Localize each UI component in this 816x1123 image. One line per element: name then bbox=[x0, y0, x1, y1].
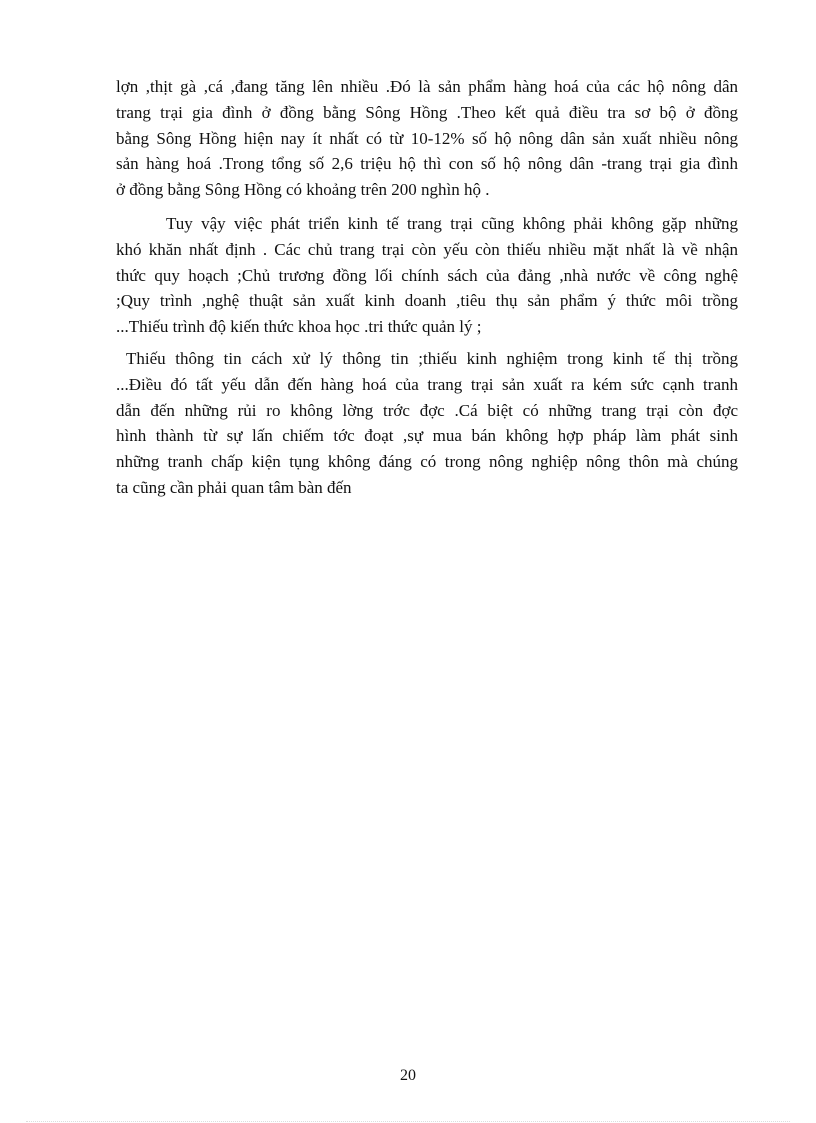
paragraph-line: ...Điều đó tất yếu dẫn đến hàng hoá của trang trại sản xuất ra kém sức cạnh tranh bbox=[116, 374, 738, 394]
paragraph-line: sản hàng hoá .Trong tổng số 2,6 triệu hộ thì con số hộ nông dân -trang trại gia đình bbox=[116, 154, 738, 174]
paragraph-line: bằng Sông Hồng hiện nay ít nhất có từ 10-12% số hộ nông dân sản xuất nhiều nông bbox=[116, 128, 738, 148]
paragraph-line: trang trại gia đình ở đồng bằng Sông Hồng .Theo kết quả điều tra sơ bộ ở đồng bbox=[116, 102, 738, 122]
document-body bbox=[116, 74, 738, 501]
page-bottom-divider bbox=[26, 1121, 790, 1122]
paragraph-line: hình thành từ sự lấn chiếm tớc đoạt ,sự mua bán không hợp pháp làm phát sinh bbox=[116, 426, 738, 446]
page-number: 20 bbox=[400, 1067, 416, 1084]
paragraph-1 bbox=[116, 74, 738, 203]
paragraph-line: dẫn đến những rủi ro không lờng trớc đợc .Cá biệt có những trang trại còn đợc bbox=[116, 400, 738, 420]
paragraph-line: thức quy hoạch ;Chủ trương đồng lối chính sách của đảng ,nhà nước về công nghệ bbox=[116, 265, 738, 285]
paragraph-line: lợn ,thịt gà ,cá ,đang tăng lên nhiều .Đó là sản phẩm hàng hoá của các hộ nông dân bbox=[116, 77, 738, 96]
paragraph-line: Thiếu thông tin cách xử lý thông tin ;thiếu kinh nghiệm trong kinh tế thị trồng bbox=[126, 348, 738, 368]
paragraph-line: ...Thiếu trình độ kiến thức khoa học .tri thức quản lý ; bbox=[116, 317, 482, 337]
paragraph-3 bbox=[116, 346, 738, 501]
paragraph-line: ở đồng bằng Sông Hồng có khoảng trên 200 nghìn hộ . bbox=[116, 180, 490, 200]
paragraph-line: khó khăn nhất định . Các chủ trang trại còn yếu còn thiếu nhiều mặt nhất là về nhận bbox=[116, 239, 738, 259]
paragraph-line: Tuy vậy việc phát triển kinh tế trang trại cũng không phải không gặp những bbox=[166, 213, 738, 233]
paragraph-line: ;Quy trình ,nghệ thuật sản xuất kinh doanh ,tiêu thụ sản phẩm ý thức môi trồng bbox=[116, 291, 738, 311]
paragraph-2 bbox=[116, 211, 738, 340]
paragraph-line: ta cũng cần phải quan tâm bàn đến bbox=[116, 477, 352, 497]
paragraph-line: những tranh chấp kiện tụng không đáng có trong nông nghiệp nông thôn mà chúng bbox=[116, 452, 738, 472]
